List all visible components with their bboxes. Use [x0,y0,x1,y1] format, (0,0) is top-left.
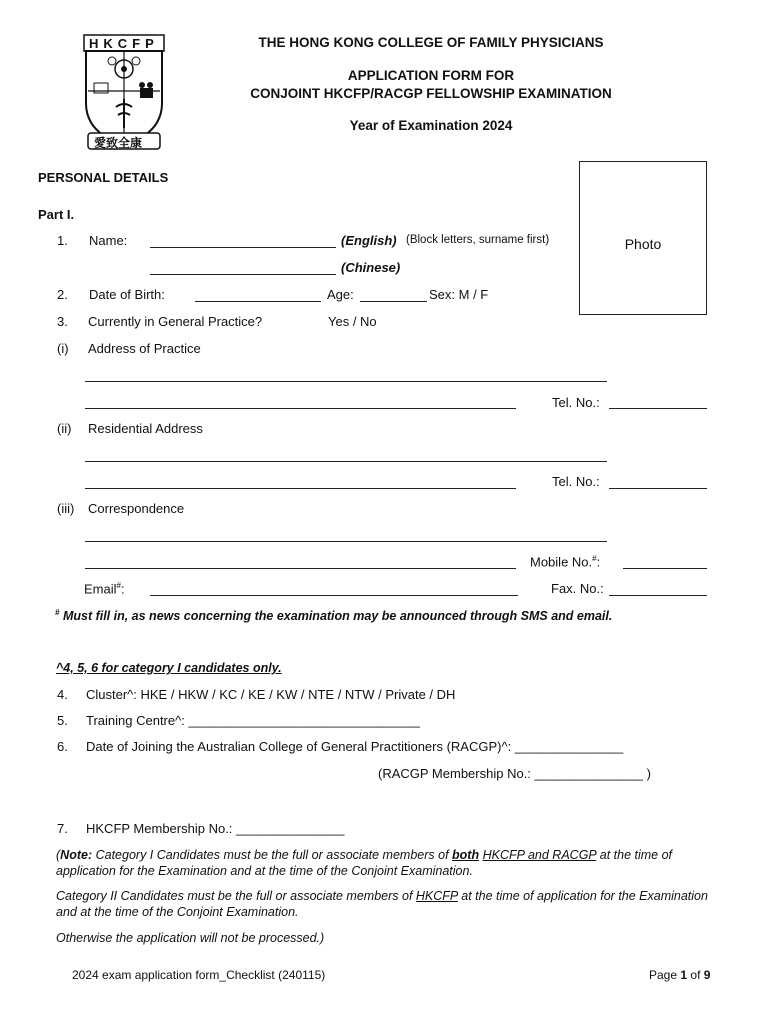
item-number: 6. [57,739,68,754]
footer-filename: 2024 exam application form_Checklist (240115) [72,968,326,982]
exam-year: Year of Examination 2024 [349,118,513,133]
practice-address-line1[interactable] [85,381,607,382]
note-category-one: (Note: Category I Candidates must be the full or associate members of both HKCFP and RACGP at the time of application for the Examination and at the time of the Conjoint Examination. [56,848,673,878]
dob-field[interactable] [195,301,321,302]
residential-tel-label: Tel. No.: [552,474,600,489]
training-centre-field[interactable]: Training Centre^: ________________________________ [86,713,420,728]
practice-address-line2[interactable] [85,408,516,409]
part-label: Part I. [38,207,75,222]
email-field[interactable] [150,595,518,596]
item-number: 5. [57,713,68,728]
residential-tel-field[interactable] [609,488,707,489]
name-label: Name: [89,233,128,248]
note-category-two: Category II Candidates must be the full or associate members of HKCFP at the time of application for the Examination and at the time of the Conjoint Examination. [56,889,708,919]
age-label: Age: [327,287,354,302]
fax-label: Fax. No.: [551,581,604,596]
hkcfp-membership-field[interactable]: HKCFP Membership No.: _______________ [86,821,345,836]
english-name-field[interactable] [150,247,336,248]
logo-motto: 愛致全康 [94,136,143,150]
english-hint: (Block letters, surname first) [406,234,550,246]
racgp-join-date-field[interactable]: Date of Joining the Australian College of General Practitioners (RACGP)^: _______________ [86,739,624,754]
item-number: (i) [57,341,69,356]
category-heading: ^4, 5, 6 for category I candidates only. [56,661,282,675]
section-title: PERSONAL DETAILS [38,170,169,185]
residential-label: Residential Address [88,421,203,436]
correspondence-label: Correspondence [88,501,185,516]
mobile-label: Mobile No.#: [530,554,601,570]
photo-label: Photo [624,236,662,252]
correspondence-address-line1[interactable] [85,541,607,542]
racgp-membership-field[interactable]: (RACGP Membership No.: _______________ ) [378,766,651,781]
item-number: 1. [57,233,68,248]
mobile-field[interactable] [623,568,707,569]
item-number: (iii) [57,501,75,516]
form-title-line1: APPLICATION FORM FOR [347,68,515,83]
form-title-line2: CONJOINT HKCFP/RACGP FELLOWSHIP EXAMINATION [250,86,612,101]
fax-field[interactable] [609,595,707,596]
sex-options[interactable]: Sex: M / F [429,287,489,302]
college-logo [78,33,170,153]
logo-text: HKCFP [89,36,159,51]
residential-address-line1[interactable] [85,461,607,462]
correspondence-address-line2[interactable] [85,568,516,569]
item-number: 3. [57,314,68,329]
practice-label: Address of Practice [88,341,201,356]
item-number: 2. [57,287,68,302]
note-not-processed: Otherwise the application will not be processed.) [56,931,325,945]
gp-options[interactable]: Yes / No [328,314,377,329]
practice-tel-field[interactable] [609,408,707,409]
college-title: THE HONG KONG COLLEGE OF FAMILY PHYSICIANS [258,35,604,50]
chinese-label: (Chinese) [341,260,401,275]
residential-address-line2[interactable] [85,488,516,489]
email-label: Email#: [84,581,125,597]
item-number: 7. [57,821,68,836]
cluster-options[interactable]: Cluster^: HKE / HKW / KC / KE / KW / NTE / NTW / Private / DH [86,687,456,702]
practice-tel-label: Tel. No.: [552,395,600,410]
must-fill-note: # Must fill in, as news concerning the examination may be announced through SMS and email. [55,608,613,624]
photo-box[interactable] [579,161,707,315]
item-number: 4. [57,687,68,702]
age-field[interactable] [360,301,427,302]
gp-label: Currently in General Practice? [88,314,263,329]
item-number: (ii) [57,421,72,436]
dob-label: Date of Birth: [89,287,165,302]
page-number: Page 1 of 9 [649,968,711,982]
english-label: (English) [341,233,397,248]
chinese-name-field[interactable] [150,274,336,275]
